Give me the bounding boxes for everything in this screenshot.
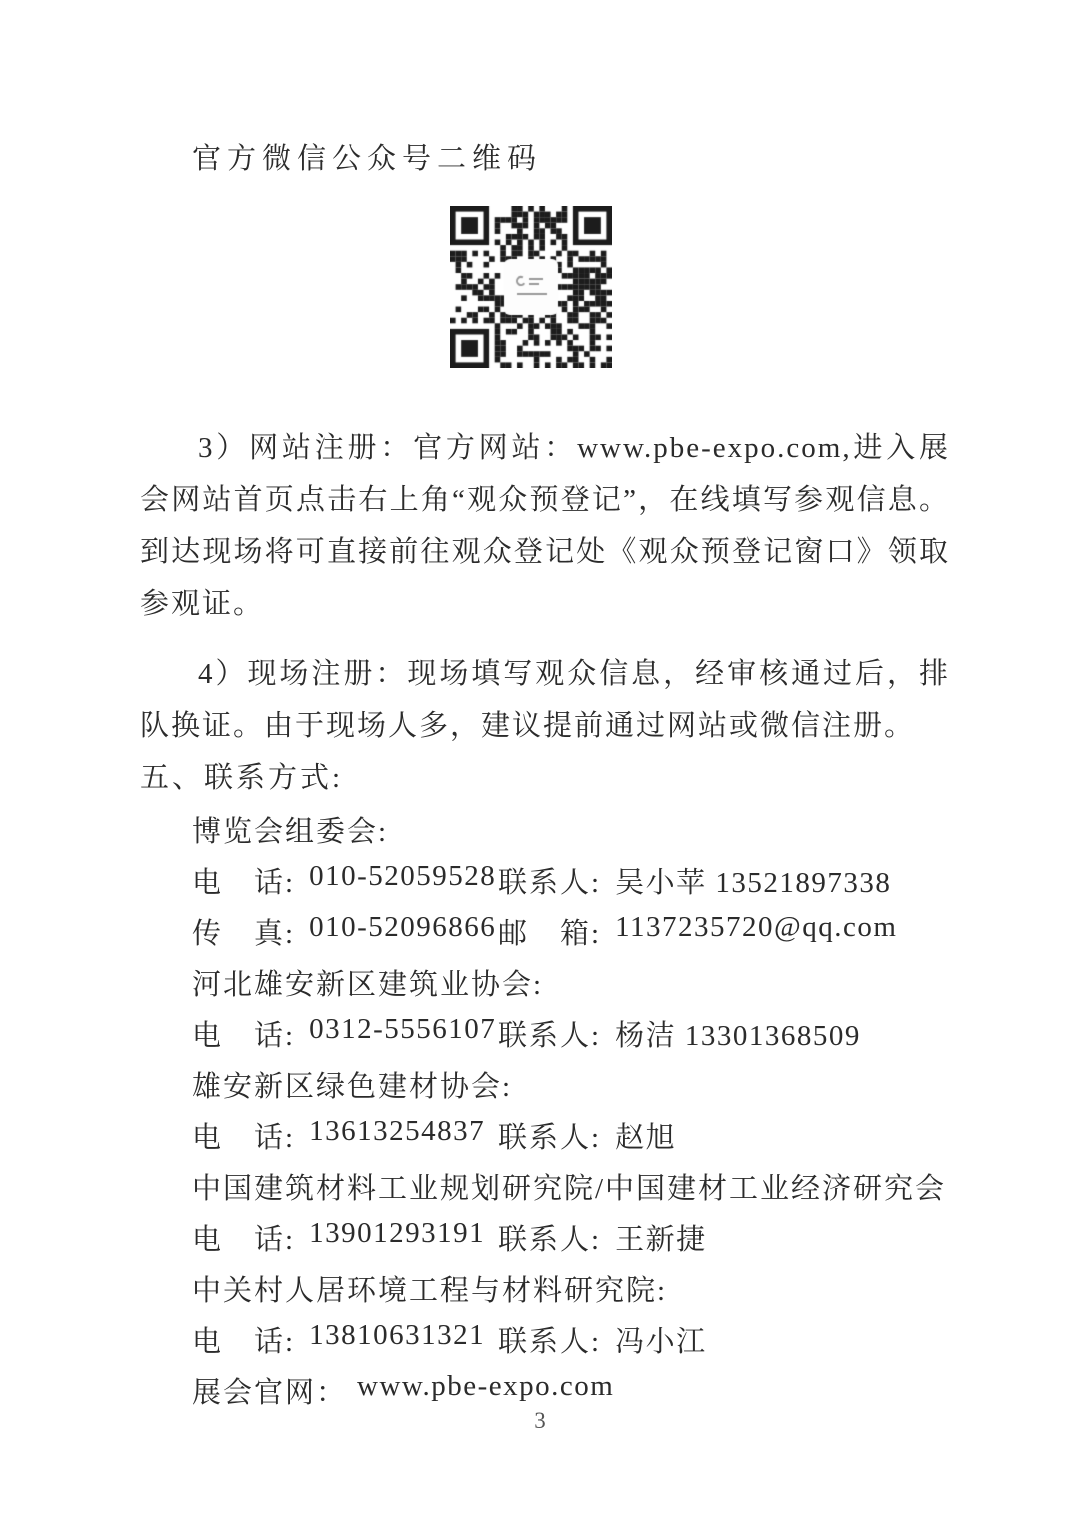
- field-value: 冯小江: [615, 1326, 707, 1358]
- field-value: 1137235720@qq.com: [615, 911, 898, 943]
- field-label: 联系人:: [498, 1122, 602, 1154]
- phone-pair: [192, 1217, 498, 1258]
- paragraph-website-registration: 3）网站注册：官方网站：www.pbe-expo.com,进入展会网站首页点击右上角“观众预登记”，在线填写参观信息。到达现场将可直接前往观众登记处《观众预登记窗口》领取参观证。: [140, 432, 950, 620]
- field-label: 电 话:: [192, 1224, 296, 1256]
- field-value: 吴小苹 13521897338: [615, 867, 892, 899]
- contact-block: [140, 804, 950, 1416]
- field-label: 电 话:: [192, 1326, 296, 1358]
- email-pair: [498, 911, 897, 952]
- field-label: 电 话:: [192, 1122, 296, 1154]
- phone-pair: [192, 1319, 498, 1360]
- qr-caption: 官方微信公众号二维码: [192, 143, 543, 175]
- contact-person-pair: [498, 1319, 707, 1360]
- org-name-zhongguancun-institute: 中关村人居环境工程与材料研究院:: [192, 1275, 668, 1307]
- field-value: www.pbe-expo.com: [357, 1370, 615, 1402]
- org-name-green-materials-assoc: 雄安新区绿色建材协会:: [192, 1071, 513, 1103]
- contact-row: [192, 1212, 950, 1263]
- contact-person-pair: [498, 1115, 676, 1156]
- field-label: 联系人:: [498, 867, 602, 899]
- phone-pair: [192, 860, 498, 901]
- contact-person-pair: [498, 1217, 707, 1258]
- field-label: 联系人:: [498, 1326, 602, 1358]
- website-pair: [192, 1370, 614, 1411]
- page-number: 3: [534, 1408, 546, 1433]
- field-label: 电 话:: [192, 867, 296, 899]
- field-label: 电 话:: [192, 1020, 296, 1052]
- contact-row: [192, 1314, 950, 1365]
- org-name-materials-planning-institute: 中国建筑材料工业规划研究院/中国建材工业经济研究会: [192, 1173, 947, 1205]
- field-value: 010-52059528: [309, 860, 497, 892]
- fax-pair: [192, 911, 498, 952]
- contact-person-pair: [498, 1013, 861, 1054]
- org-name-hebei-construction-assoc: 河北雄安新区建筑业协会:: [192, 969, 544, 1001]
- field-label: 展会官网：: [192, 1377, 348, 1409]
- field-value: 13613254837: [309, 1115, 486, 1147]
- wechat-qr-code: [450, 206, 612, 368]
- wechat-qr-code-image: [450, 206, 612, 368]
- field-value: 13810631321: [309, 1319, 486, 1351]
- org-name-committee: 博览会组委会:: [192, 816, 389, 848]
- field-value: 杨洁 13301368509: [615, 1020, 861, 1052]
- field-value: 赵旭: [615, 1122, 677, 1154]
- paragraph-onsite-registration: 4）现场注册：现场填写观众信息，经审核通过后，排队换证。由于现场人多，建议提前通过网站或微信注册。: [140, 658, 950, 742]
- contact-row: [192, 1110, 950, 1161]
- field-label: 邮 箱:: [498, 918, 602, 950]
- field-value: 13901293191: [309, 1217, 486, 1249]
- contact-row: [192, 1008, 950, 1059]
- phone-pair: [192, 1013, 498, 1054]
- field-value: 0312-5556107: [309, 1013, 497, 1045]
- field-label: 联系人:: [498, 1020, 602, 1052]
- contact-person-pair: [498, 860, 891, 901]
- contact-row: [192, 855, 950, 906]
- field-value: 010-52096866: [309, 911, 497, 943]
- field-value: 王新捷: [615, 1224, 707, 1256]
- section-heading-contact: 五、联系方式:: [140, 762, 344, 794]
- field-label: 联系人:: [498, 1224, 602, 1256]
- document-content: [140, 138, 950, 1416]
- field-label: 传 真:: [192, 918, 296, 950]
- phone-pair: [192, 1115, 498, 1156]
- contact-row: [192, 906, 950, 957]
